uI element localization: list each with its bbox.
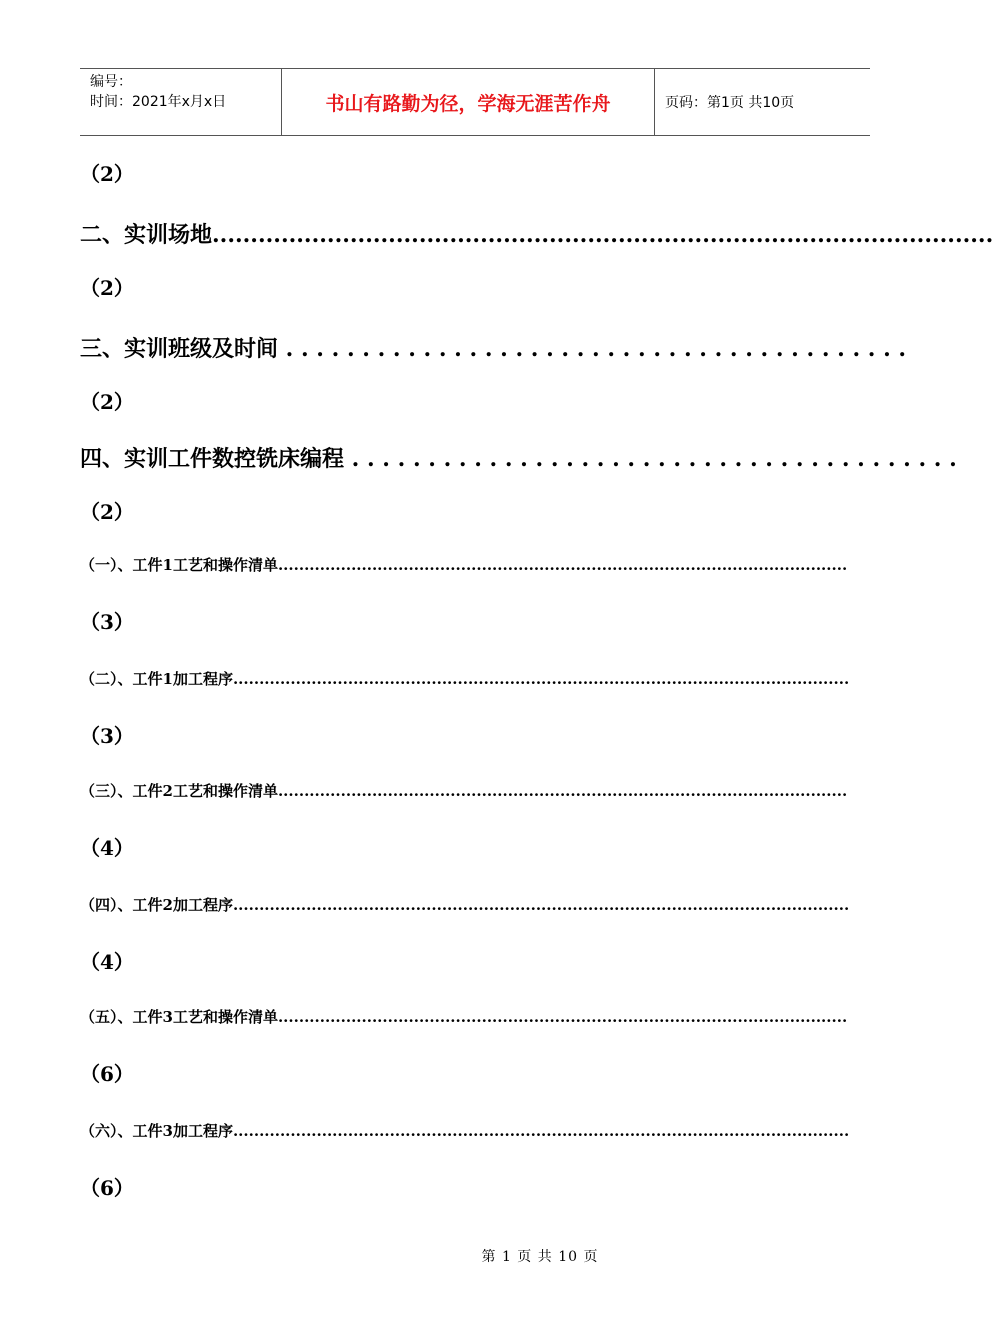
- toc-entry[interactable]: [80, 1120, 850, 1141]
- toc-entry-title: 二、实训场地: [80, 222, 213, 248]
- toc-page-number: [80, 946, 134, 975]
- code-label: 编号：: [90, 74, 132, 90]
- toc-entry-title: （4）: [80, 950, 134, 974]
- toc-entry-title: （4）: [80, 836, 134, 860]
- toc-page-number: [80, 606, 134, 635]
- toc-entry-title: （2）: [80, 162, 134, 186]
- toc-page-number: [80, 720, 134, 749]
- toc-entry-title: （2）: [80, 276, 134, 300]
- toc-leader-dots: . . . . . . . . . . . . . . . . . . . . . . . . . . . . . . . . . . . . . . . .: [344, 446, 957, 472]
- header-slogan: 书山有路勤为径，学海无涯苦作舟: [281, 69, 655, 135]
- toc-entry-title: （五）、工件3工艺和操作清单: [80, 1008, 278, 1026]
- toc-leader-dots: .............................................................................................................: [277, 782, 848, 800]
- toc-leader-dots: ......................................................................................................................: [232, 670, 850, 688]
- toc-entry[interactable]: [80, 668, 850, 689]
- toc-entry[interactable]: [80, 780, 848, 801]
- toc-page-number: [80, 386, 134, 415]
- toc-page-number: [80, 1172, 134, 1201]
- toc-entry[interactable]: [80, 332, 907, 363]
- page-footer: 第 1 页 共 10 页: [481, 1249, 599, 1265]
- toc-leader-dots: .............................................................................................................: [277, 556, 848, 574]
- toc-entry-title: （3）: [80, 724, 134, 748]
- toc-page-number: [80, 158, 134, 187]
- toc-entry-title: （2）: [80, 390, 134, 414]
- toc-entry[interactable]: [80, 1006, 848, 1027]
- toc-page-number: [80, 832, 134, 861]
- toc-entry-title: （6）: [80, 1062, 134, 1086]
- toc-leader-dots: ......................................................................................................: [212, 222, 993, 248]
- toc-entry-title: （6）: [80, 1176, 134, 1200]
- toc-leader-dots: ......................................................................................................................: [232, 896, 850, 914]
- toc-page-number: [80, 1058, 134, 1087]
- toc-entry-title: （3）: [80, 610, 134, 634]
- date-label: 时间：2021年x月x日: [90, 94, 227, 110]
- toc-entry-title: （2）: [80, 500, 134, 524]
- toc-page-number: [80, 496, 134, 525]
- toc-entry[interactable]: [80, 554, 848, 575]
- toc-entry[interactable]: [80, 442, 957, 473]
- header-page-info: 页码：第1页 共10页: [665, 95, 795, 111]
- toc-leader-dots: . . . . . . . . . . . . . . . . . . . . . . . . . . . . . . . . . . . . . . . . .: [278, 336, 907, 362]
- toc-entry-title: （四）、工件2加工程序: [80, 896, 233, 914]
- toc-leader-dots: .............................................................................................................: [277, 1008, 848, 1026]
- toc-entry[interactable]: [80, 218, 993, 249]
- toc-leader-dots: ......................................................................................................................: [232, 1122, 850, 1140]
- toc-entry[interactable]: [80, 894, 850, 915]
- header-meta: [80, 69, 281, 135]
- toc-entry-title: （六）、工件3加工程序: [80, 1122, 233, 1140]
- page-header: [80, 68, 870, 136]
- toc-page-number: [80, 272, 134, 301]
- toc-entry-title: （二）、工件1加工程序: [80, 670, 233, 688]
- toc-entry-title: （一）、工件1工艺和操作清单: [80, 556, 278, 574]
- toc-entry-title: （三）、工件2工艺和操作清单: [80, 782, 278, 800]
- toc-entry-title: 四、实训工件数控铣床编程: [80, 446, 345, 472]
- toc-entry-title: 三、实训班级及时间: [80, 336, 279, 362]
